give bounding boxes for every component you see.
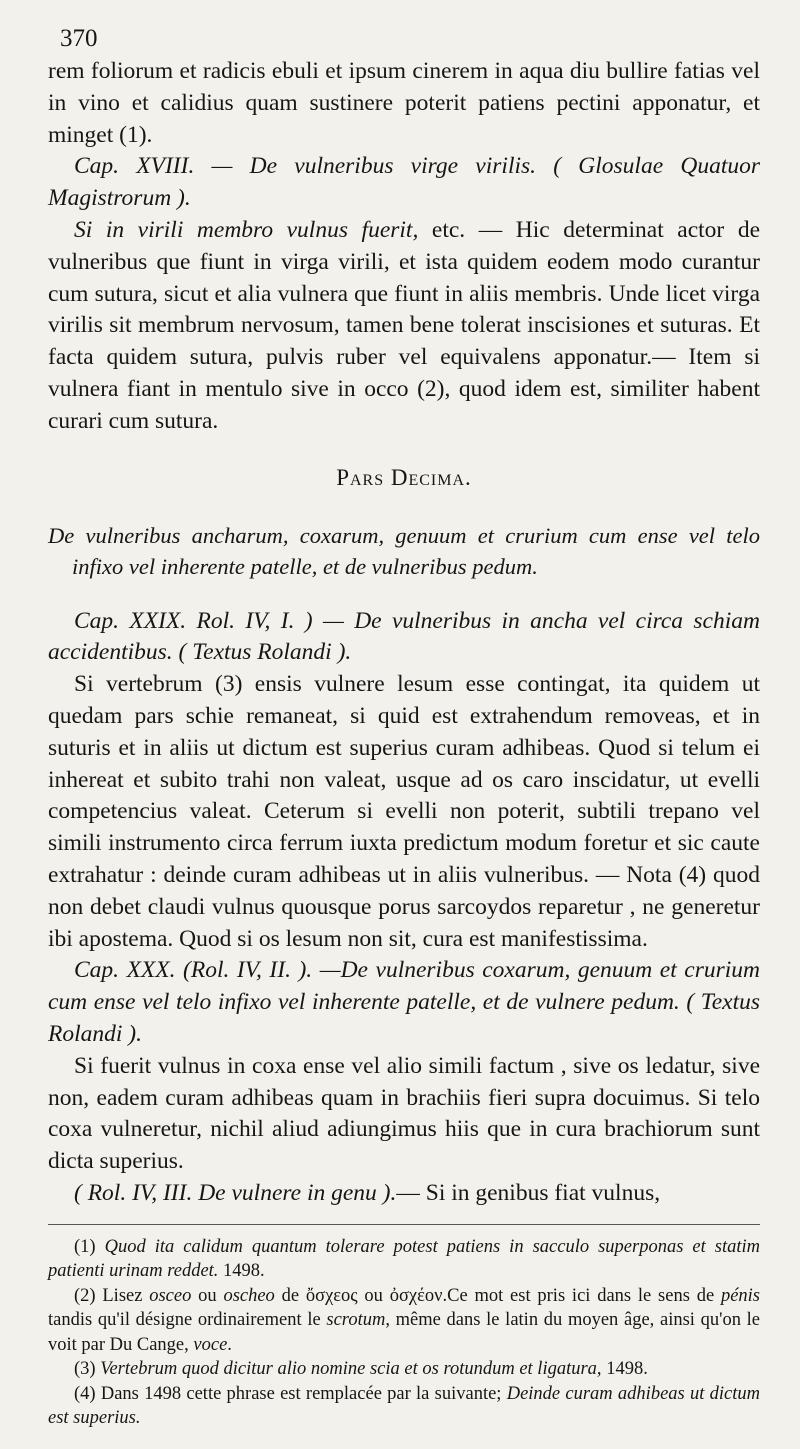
- footnote-2-text-e: de ὄσχεος ou ὀσχέον.Ce mot est pris ici dans le sens de: [274, 1285, 721, 1306]
- page-number: 370: [60, 25, 98, 52]
- footnote-4-quote: Deinde curam adhibeas ut dictum est superius.: [48, 1383, 760, 1429]
- paragraph-3: Si vertebrum (3) ensis vulnere lesum esse contingat, ita quidem ut quedam pars schie remaneat, si quid est extrahendum removeas, et in suturis et in aliis ut dictum est superius curam adhibeas. Quod si telum ei inhereat et subito trahi non valeat, usque ad os caro inscidatur, ut evelli competencius valeat. Ceterum si evelli non poterit, subtili trepano vel simili instrumento circa ferrum iuxta predictum modum foretur et sic caute extrahatur : deinde curam adhibeas ut in aliis vulneribus. — Nota (4) quod non debet claudi vulnus quousque porus sarcoydos reparetur , ne generetur ibi apostema. Quod si os lesum non sit, cura est manifestissima.: [48, 671, 760, 952]
- footnote-1: [48, 1235, 760, 1284]
- footnote-2-text-k: .: [227, 1334, 232, 1355]
- footnote-3: [48, 1357, 760, 1382]
- chapter-30-heading: Cap. XXX. (Rol. IV, II. ). —De vulneribus coxarum, genuum et crurium cum ense vel telo infixo vel inherente patelle, et de vulnere pedum. ( Textus Rolandi ).: [48, 957, 760, 1047]
- footnote-1-mark: (1): [74, 1236, 96, 1257]
- section-subtitle: De vulneribus ancharum, coxarum, genuum et crurium cum ense vel telo infixo vel inherente patelle, et de vulneribus pedum.: [48, 522, 760, 579]
- footnote-4: [48, 1382, 760, 1431]
- footnote-2-text-f: pénis: [720, 1285, 761, 1306]
- footnote-3-year: 1498.: [601, 1359, 648, 1380]
- footnote-2-text-h: scrotum: [326, 1310, 386, 1331]
- footnote-2-text-d: oscheo: [223, 1285, 275, 1306]
- paragraph-5-text: — Si in genibus fiat vulnus,: [396, 1179, 661, 1206]
- footnote-1-text: Quod ita calidum quantum tolerare potest patiens in sacculo superponas et statim patienti urinam reddet.: [48, 1236, 761, 1282]
- footnote-2-text-a: Lisez: [102, 1285, 150, 1306]
- footnote-2-text-g: tandis qu'il désigne ordinairement le: [48, 1310, 327, 1331]
- chapter-18-heading: Cap. XVIII. — De vulneribus virge virilis. ( Glosulae Quatuor Magistrorum ).: [48, 153, 760, 212]
- footnote-2-text-j: voce: [193, 1334, 228, 1355]
- footnote-2-text-c: ou: [191, 1285, 224, 1306]
- footnote-2-text-b: osceo: [149, 1285, 192, 1306]
- section-heading: Pars Decima.: [336, 464, 472, 490]
- paragraph-5-heading: ( Rol. IV, III. De vulnere in genu ).: [74, 1179, 397, 1206]
- footnote-2-mark: (2): [74, 1285, 96, 1306]
- chapter-29-heading: Cap. XXIX. Rol. IV, I. ) — De vulneribus in ancha vel circa schiam accidentibus. ( Textus Rolandi ).: [48, 607, 760, 666]
- paragraph-5: [48, 1178, 760, 1210]
- paragraph-2-incipit: Si in virili membro vulnus fuerit,: [74, 216, 419, 243]
- footnote-3-text: Vertebrum quod dicitur alio nomine scia et os rotundum et ligatura,: [100, 1359, 602, 1380]
- footnote-4-mark: (4): [74, 1383, 96, 1404]
- paragraph-2-text: etc. — Hic determinat actor de vulneribus que fiunt in virga virili, et ista quidem eodem modo curantur cum sutura, sicut et alia vulnera que fiunt in aliis membris. Unde licet virga virilis sit membrum nervosum, tamen bene tolerat inscisiones et suturas. Et facta quidem sutura, pulvis ruber vel equivalens apponatur.— Item si vulnera fiant in mentulo sive in occo (2), quod idem est, similiter habent curari cum sutura.: [48, 216, 760, 434]
- footnote-2: [48, 1284, 760, 1358]
- paragraph-2: [48, 215, 760, 438]
- footnote-divider: [48, 1224, 760, 1225]
- footnote-4-text: Dans 1498 cette phrase est remplacée par la suivante;: [95, 1383, 507, 1404]
- footnote-2-text-i: , même dans le latin du moyen âge, ainsi qu'on le voit par Du Cange,: [48, 1310, 760, 1355]
- footnote-3-mark: (3): [74, 1359, 96, 1380]
- paragraph-4: Si fuerit vulnus in coxa ense vel alio simili factum , sive os ledatur, sive non, eadem curam adhibeas quam in brachiis fieri supra docuimus. Si telo coxa vulneretur, nichil aliud adiungimus hiis que in cura brachiorum sunt dicta superius.: [48, 1052, 760, 1175]
- page: [48, 22, 760, 1431]
- paragraph-1: rem foliorum et radicis ebuli et ipsum cinerem in aqua diu bullire fatias vel in vino et calidius quam sustinere poterit patiens pectini apponatur, et minget (1).: [48, 58, 760, 148]
- footnote-1-year: 1498.: [218, 1261, 265, 1282]
